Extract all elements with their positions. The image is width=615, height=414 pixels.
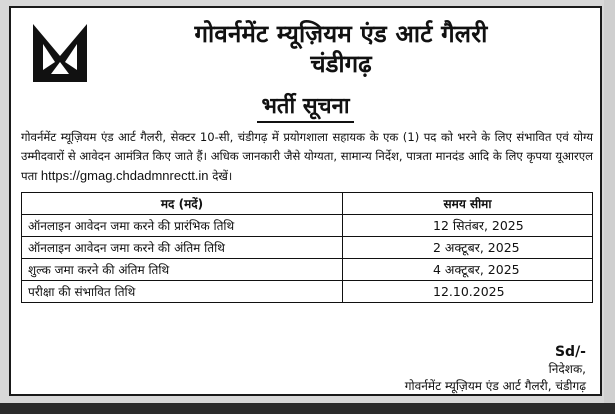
row-item: ऑनलाइन आवेदन जमा करने की अंतिम तिथि (22, 237, 343, 259)
signature-mark: Sd/- (554, 344, 586, 360)
row-item: शुल्क जमा करने की अंतिम तिथि (22, 259, 343, 281)
header-item: मद (मदें) (22, 193, 343, 215)
signatory-office: गोवर्नमेंट म्यूज़ियम एंड आर्ट गैलरी, चंडीगढ़ (404, 379, 586, 393)
intro-text: गोवर्नमेंट म्यूज़ियम एंड आर्ट गैलरी, सेक्टर 10-सी, चंडीगढ़ में प्रयोगशाला सहायक के एक (1) पद को भरने के लिए संभावित एवं योग्य उम्मीदवारों से आवेदन आमंत्रित किए जाते हैं। अधिक जानकारी जैसे योग्यता, सामान्य निर्देश, पात्रता मानदंड आदि के लिए कृपया यूआरएल पता (21, 130, 593, 183)
organisation-city: चंडीगढ़ (310, 50, 372, 78)
schedule-table (21, 192, 593, 303)
row-item: परीक्षा की संभावित तिथि (22, 281, 343, 303)
organisation-title: गोवर्नमेंट म्यूज़ियम एंड आर्ट गैलरी (194, 20, 488, 48)
museum-logo-icon (29, 22, 91, 84)
row-item: ऑनलाइन आवेदन जमा करने की प्रारंभिक तिथि (22, 215, 343, 237)
background-edge-bottom (0, 403, 615, 414)
notice-page (9, 6, 602, 396)
table-row (22, 215, 593, 237)
notice-heading-text: भर्ती सूचना (257, 94, 353, 123)
notice-url-link[interactable]: https://gmag.chdadmnrectt.in (40, 168, 209, 183)
background-edge-right (604, 0, 615, 414)
row-date: 2 अक्टूबर, 2025 (343, 237, 593, 259)
table-row (22, 259, 593, 281)
signatory-designation: निदेशक, (548, 362, 586, 376)
table-header-row (22, 193, 593, 215)
table-row (22, 281, 593, 303)
notice-intro (21, 128, 593, 186)
table-row (22, 237, 593, 259)
intro-text-end: देखें। (212, 169, 233, 183)
row-date: 12.10.2025 (343, 281, 593, 303)
row-date: 12 सितंबर, 2025 (343, 215, 593, 237)
notice-heading (11, 94, 600, 123)
header-deadline: समय सीमा (343, 193, 593, 215)
row-date: 4 अक्टूबर, 2025 (343, 259, 593, 281)
